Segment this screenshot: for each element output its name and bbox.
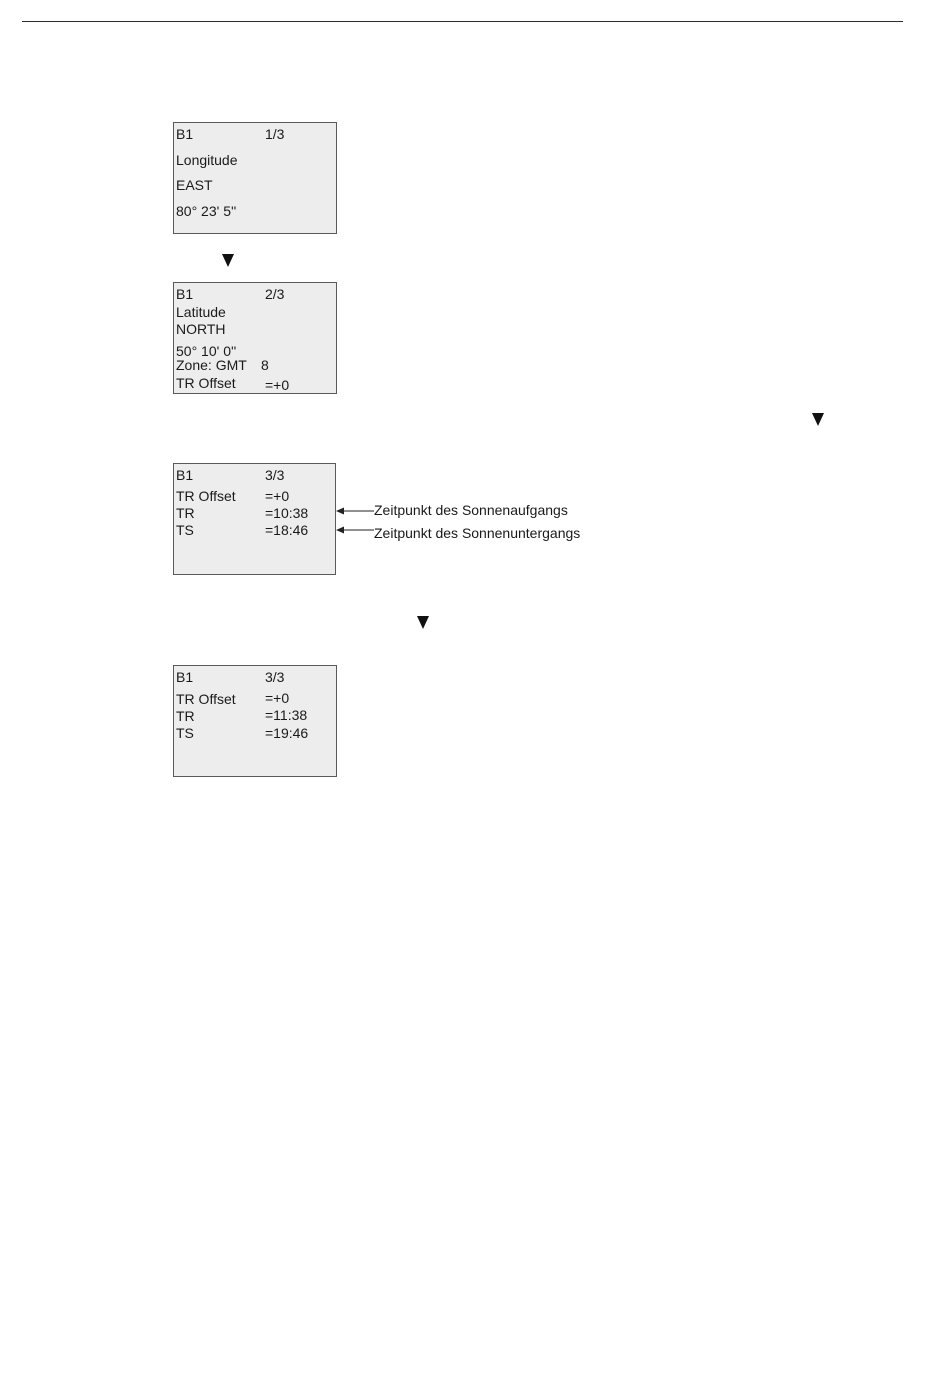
tr-value: =11:38 [265, 707, 308, 723]
longitude-label: Longitude [176, 152, 238, 168]
zone-value: 8 [261, 357, 269, 373]
sunrise-annotation: Zeitpunkt des Sonnenaufgangs [374, 502, 568, 518]
down-arrow-key-icon [417, 616, 429, 629]
down-arrow-key-icon [812, 413, 824, 426]
ts-label: TS [176, 725, 194, 741]
block-label: B1 [176, 126, 194, 142]
ts-value: =18:46 [265, 522, 309, 538]
page-indicator: 3/3 [265, 669, 285, 685]
ts-label: TS [176, 522, 194, 538]
lcd-screen-4 [173, 665, 337, 777]
tr-value: =10:38 [265, 505, 309, 521]
tr-offset-value: =+0 [265, 690, 290, 706]
tr-offset-value: =+0 [265, 377, 290, 393]
sunset-annotation: Zeitpunkt des Sonnenuntergangs [374, 525, 581, 541]
page-indicator: 1/3 [265, 126, 285, 142]
down-arrow-key-icon [222, 254, 234, 267]
tr-offset-label: TR Offset [176, 375, 236, 391]
zone-label: Zone: GMT [176, 357, 247, 373]
ts-value: =19:46 [265, 725, 309, 741]
block-label: B1 [176, 467, 194, 483]
block-label: B1 [176, 669, 194, 685]
tr-offset-label: TR Offset [176, 488, 236, 504]
sunrise-callout-arrow [336, 505, 376, 517]
lcd-screen-2 [173, 282, 337, 394]
lcd-screen-1 [173, 122, 337, 234]
direction-value: NORTH [176, 321, 226, 337]
coordinate-value: 80° 23' 5'' [176, 203, 237, 219]
direction-value: EAST [176, 177, 213, 193]
header-rule [22, 21, 903, 22]
page-indicator: 2/3 [265, 286, 285, 302]
tr-label: TR [176, 505, 195, 521]
latitude-label: Latitude [176, 304, 226, 320]
tr-label: TR [176, 708, 195, 724]
block-label: B1 [176, 286, 194, 302]
sunset-callout-arrow [336, 524, 376, 536]
coordinate-value: 50° 10' 0'' [176, 343, 237, 359]
tr-offset-label: TR Offset [176, 691, 236, 707]
page-indicator: 3/3 [265, 467, 285, 483]
lcd-screen-3 [173, 463, 336, 575]
tr-offset-value: =+0 [265, 488, 290, 504]
